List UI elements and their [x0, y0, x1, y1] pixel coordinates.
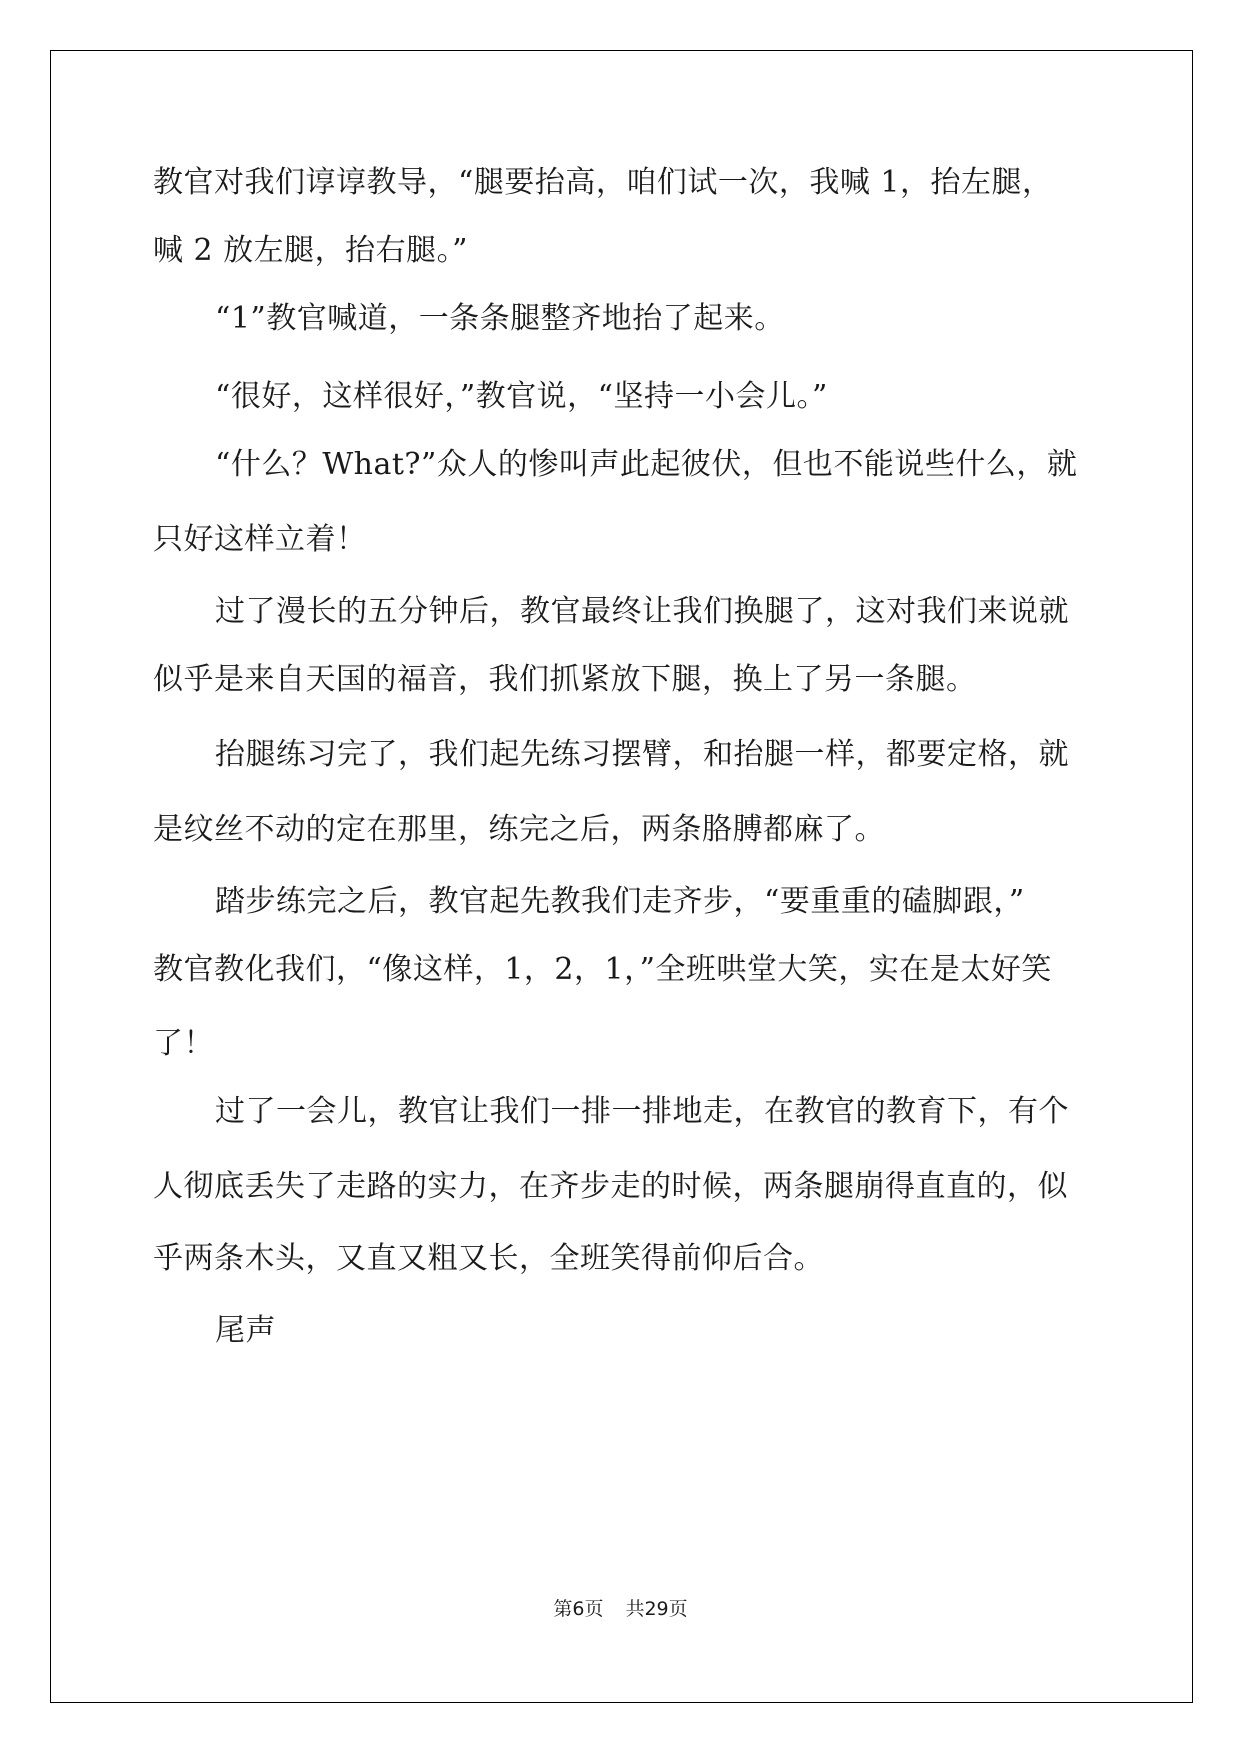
text-line: 踏步练完之后，教官起先教我们走齐步，“要重重的磕脚跟，”: [215, 884, 1025, 919]
page-footer: [0, 1597, 1241, 1621]
text-line: 了！: [153, 1026, 214, 1061]
total-suffix: 页: [668, 1598, 688, 1620]
text-line: 抬腿练习完了，我们起先练习摆臂，和抬腿一样，都要定格，就: [215, 737, 1069, 772]
text-line: 尾声: [215, 1313, 276, 1348]
page-border: [50, 50, 1193, 1703]
text-line: 过了漫长的五分钟后，教官最终让我们换腿了，这对我们来说就: [215, 594, 1069, 629]
text-line: “1”教官喊道，一条条腿整齐地抬了起来。: [215, 301, 785, 336]
text-line: 乎两条木头，又直又粗又长，全班笑得前仰后合。: [153, 1241, 824, 1276]
text-line: 只好这样立着！: [153, 522, 367, 557]
text-line: 人彻底丢失了走路的实力，在齐步走的时候，两条腿崩得直直的，似: [153, 1169, 1068, 1204]
total-prefix: 共: [625, 1598, 645, 1620]
text-line: 教官教化我们，“像这样，1，2，1，”全班哄堂大笑，实在是太好笑: [153, 952, 1052, 987]
text-line: 过了一会儿，教官让我们一排一排地走，在教官的教育下，有个: [215, 1094, 1069, 1129]
text-line: 教官对我们谆谆教导，“腿要抬高，咱们试一次，我喊 1，抬左腿，: [153, 165, 1053, 200]
text-line: “什么？What?”众人的惨叫声此起彼伏，但也不能说些什么，就: [215, 447, 1078, 482]
text-line: “很好，这样很好，”教官说，“坚持一小会儿。”: [215, 379, 828, 414]
page-prefix: 第: [553, 1598, 573, 1620]
text-line: 喊 2 放左腿，抬右腿。”: [153, 233, 468, 268]
page-suffix: 页: [584, 1598, 604, 1620]
total-pages: 29: [644, 1598, 669, 1620]
text-line: 是纹丝不动的定在那里，练完之后，两条胳膊都麻了。: [153, 812, 885, 847]
text-line: 似乎是来自天国的福音，我们抓紧放下腿，换上了另一条腿。: [153, 662, 977, 697]
page-number: 6: [572, 1598, 585, 1620]
